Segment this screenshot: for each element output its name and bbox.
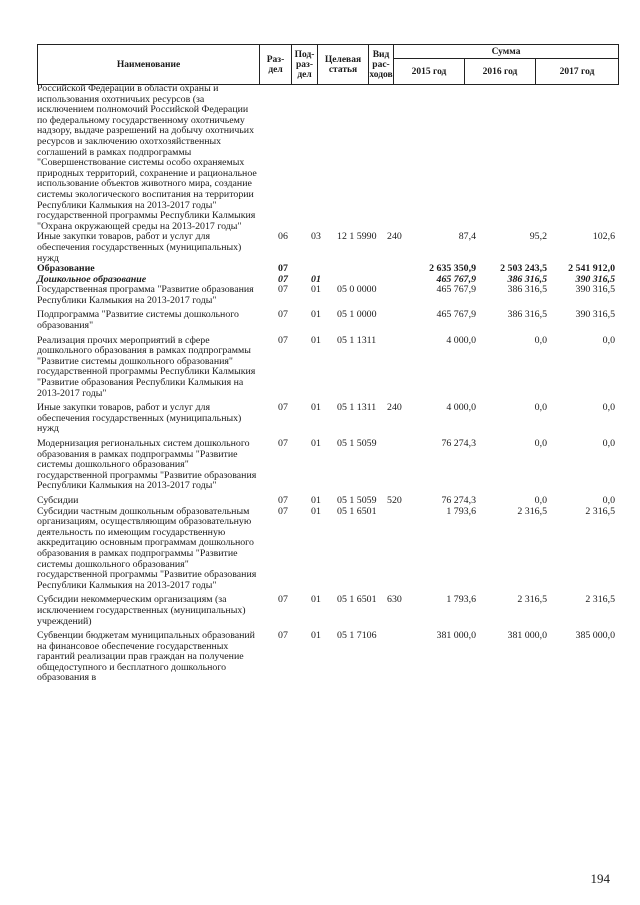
row-name: Подпрограмма "Развитие системы дошкольного образования" — [37, 309, 239, 332]
row-subsection: 01 — [311, 494, 321, 506]
row-target-article: 05 1 5059 — [337, 494, 377, 506]
table-body — [37, 84, 618, 684]
row-amount-2016: 2 316,5 — [517, 505, 547, 517]
row-amount-2016: 386 316,5 — [507, 273, 547, 285]
row-expense-type: 520 — [387, 494, 402, 506]
table-row — [37, 336, 618, 400]
row-amount-2016: 381 000,0 — [507, 630, 547, 642]
header-year-2015: 2015 год — [394, 59, 465, 85]
row-expense-type: 240 — [387, 402, 402, 414]
row-amount-2017: 2 316,5 — [585, 594, 615, 606]
row-section: 07 — [278, 505, 288, 517]
row-subsection: 01 — [311, 630, 321, 642]
row-amount-2016: 95,2 — [529, 231, 547, 243]
table-row — [37, 631, 618, 684]
row-amount-2017: 2 316,5 — [585, 505, 615, 517]
row-subsection: 01 — [311, 334, 321, 346]
row-name: Реализация прочих мероприятий в сфере дошкольного образования в рамках подпрограммы "Развитие системы дошкольного образования" государственной программы Республики Калмыкия "Развитие образования Республики Калмыкия на 2013-2017 годы" — [37, 334, 256, 399]
table-row — [37, 595, 618, 627]
row-name: Субвенции бюджетам муниципальных образований на финансовое обеспечение государственных гарантий реализации прав граждан на получение общедоступного и бесплатного дошкольного образования в — [37, 630, 255, 684]
header-year-2017: 2017 год — [536, 59, 619, 85]
row-amount-2015: 465 767,9 — [436, 309, 476, 321]
row-target-article: 12 1 5990 — [337, 231, 377, 243]
row-amount-2016: 386 316,5 — [507, 284, 547, 296]
row-subsection: 01 — [311, 402, 321, 414]
row-amount-2015: 87,4 — [458, 231, 476, 243]
row-amount-2016: 0,0 — [534, 438, 547, 449]
row-section: 07 — [278, 630, 288, 642]
row-amount-2015: 381 000,0 — [436, 630, 476, 642]
row-amount-2015: 76 274,3 — [441, 494, 476, 506]
header-year-2016: 2016 год — [465, 59, 536, 85]
row-section: 07 — [278, 284, 288, 296]
table-row — [37, 84, 618, 232]
row-amount-2016: 2 503 243,5 — [500, 263, 547, 275]
row-section: 07 — [278, 263, 288, 275]
row-section: 07 — [278, 273, 288, 285]
row-name: Государственная программа "Развитие образования Республики Калмыкия на 2013-2017 годы" — [37, 284, 254, 306]
header-expense-type: Вид рас- ходов — [369, 45, 394, 85]
row-amount-2015: 465 767,9 — [436, 273, 476, 285]
row-expense-type: 630 — [387, 594, 402, 606]
row-target-article: 05 1 0000 — [337, 309, 377, 321]
row-subsection: 01 — [311, 284, 321, 296]
row-name: Иные закупки товаров, работ и услуг для обеспечения государственных (муниципальных) нужд — [37, 231, 242, 264]
row-amount-2016: 0,0 — [534, 334, 547, 346]
row-subsection: 03 — [311, 231, 321, 243]
header-target-article: Целевая статья — [318, 45, 369, 85]
row-name: Субсидии частным дошкольным образовательным организациям, осуществляющим образовательную деятельность по имеющим государственную аккредитацию основным программам дошкольного образования в рамках подпрограммы "Развитие системы дошкольного образования" государственной программы "Развитие образования Республики Калмыкия на 2013-2017 годы" — [37, 505, 257, 591]
row-amount-2015: 4 000,0 — [446, 334, 476, 346]
row-section: 07 — [278, 494, 288, 506]
row-section: 07 — [278, 438, 288, 449]
table-row — [37, 310, 618, 331]
row-amount-2015: 76 274,3 — [441, 438, 476, 449]
row-amount-2016: 386 316,5 — [507, 309, 547, 321]
row-amount-2017: 390 316,5 — [575, 309, 615, 321]
row-target-article: 05 1 1311 — [337, 402, 377, 414]
row-subsection: 01 — [311, 505, 321, 517]
row-amount-2017: 0,0 — [602, 494, 615, 506]
row-amount-2017: 0,0 — [602, 402, 615, 414]
table-row — [37, 496, 618, 507]
row-amount-2017: 390 316,5 — [575, 284, 615, 296]
header-sum: Сумма — [394, 45, 619, 59]
header-subsection: Под- раз- дел — [292, 45, 318, 85]
row-subsection: 01 — [311, 309, 321, 321]
row-target-article: 05 0 0000 — [337, 284, 377, 296]
row-name: Российской Федерации в области охраны и использования охотничьих ресурсов (за исключением полномочий Российской Федерации по федеральному государственному охотничьему надзору, выдаче разрешений на добычу охотничьих ресурсов и заключению охотхозяйственных соглашений в рамках подпрограммы "Совершенствование системы особо охраняемых природных территорий, сохранение и рациональное использование объектов животного мира, создание системы экологического воспитания на территории Республики Калмыкия на 2013-2017 годы" государственной программы Республики Калмыкия "Охрана окружающей среды на 2013-2017 годы" — [37, 83, 257, 232]
row-subsection: 01 — [311, 438, 321, 449]
row-amount-2015: 465 767,9 — [436, 284, 476, 296]
row-amount-2017: 0,0 — [602, 438, 615, 449]
row-subsection: 01 — [311, 273, 321, 285]
row-amount-2017: 385 000,0 — [575, 630, 615, 642]
row-amount-2017: 390 316,5 — [575, 273, 615, 285]
row-expense-type: 240 — [387, 231, 402, 243]
table-row — [37, 403, 618, 435]
table-header — [37, 44, 619, 85]
page-number: 194 — [590, 871, 610, 886]
row-amount-2016: 0,0 — [534, 494, 547, 506]
table-row — [37, 439, 618, 492]
row-section: 07 — [278, 334, 288, 346]
row-target-article: 05 1 6501 — [337, 505, 377, 517]
row-target-article: 05 1 1311 — [337, 334, 377, 346]
row-target-article: 05 1 5059 — [337, 438, 377, 449]
row-amount-2015: 2 635 350,9 — [429, 263, 476, 275]
row-amount-2015: 1 793,6 — [446, 505, 476, 517]
row-section: 07 — [278, 309, 288, 321]
row-amount-2016: 2 316,5 — [517, 594, 547, 606]
row-subsection: 01 — [311, 594, 321, 606]
row-amount-2017: 0,0 — [602, 334, 615, 346]
row-target-article: 05 1 7106 — [337, 630, 377, 642]
row-section: 07 — [278, 594, 288, 606]
row-amount-2015: 1 793,6 — [446, 594, 476, 606]
row-target-article: 05 1 6501 — [337, 594, 377, 606]
row-name: Модернизация региональных систем дошкольного образования в рамках подпрограммы "Развитие системы дошкольного образования" государственной программы "Развитие образования Республики Калмыкия на 2013-2017 годы" — [37, 438, 257, 492]
row-name: Дошкольное образование — [37, 273, 147, 285]
row-name: Субсидии некоммерческим организациям (за исключением государственных (муниципальных) учреждений) — [37, 594, 246, 627]
row-amount-2016: 0,0 — [534, 402, 547, 414]
row-name: Иные закупки товаров, работ и услуг для обеспечения государственных (муниципальных) нужд — [37, 402, 242, 435]
table-row — [37, 507, 618, 592]
row-name: Субсидии — [37, 494, 79, 506]
row-section: 06 — [278, 231, 288, 243]
table-row — [37, 285, 618, 306]
row-amount-2017: 102,6 — [592, 231, 615, 243]
row-amount-2017: 2 541 912,0 — [568, 263, 615, 275]
row-amount-2015: 4 000,0 — [446, 402, 476, 414]
row-name: Образование — [37, 263, 95, 275]
header-section: Раз- дел — [260, 45, 292, 85]
table-row — [37, 232, 618, 264]
header-name: Наименование — [38, 45, 260, 85]
row-section: 07 — [278, 402, 288, 414]
